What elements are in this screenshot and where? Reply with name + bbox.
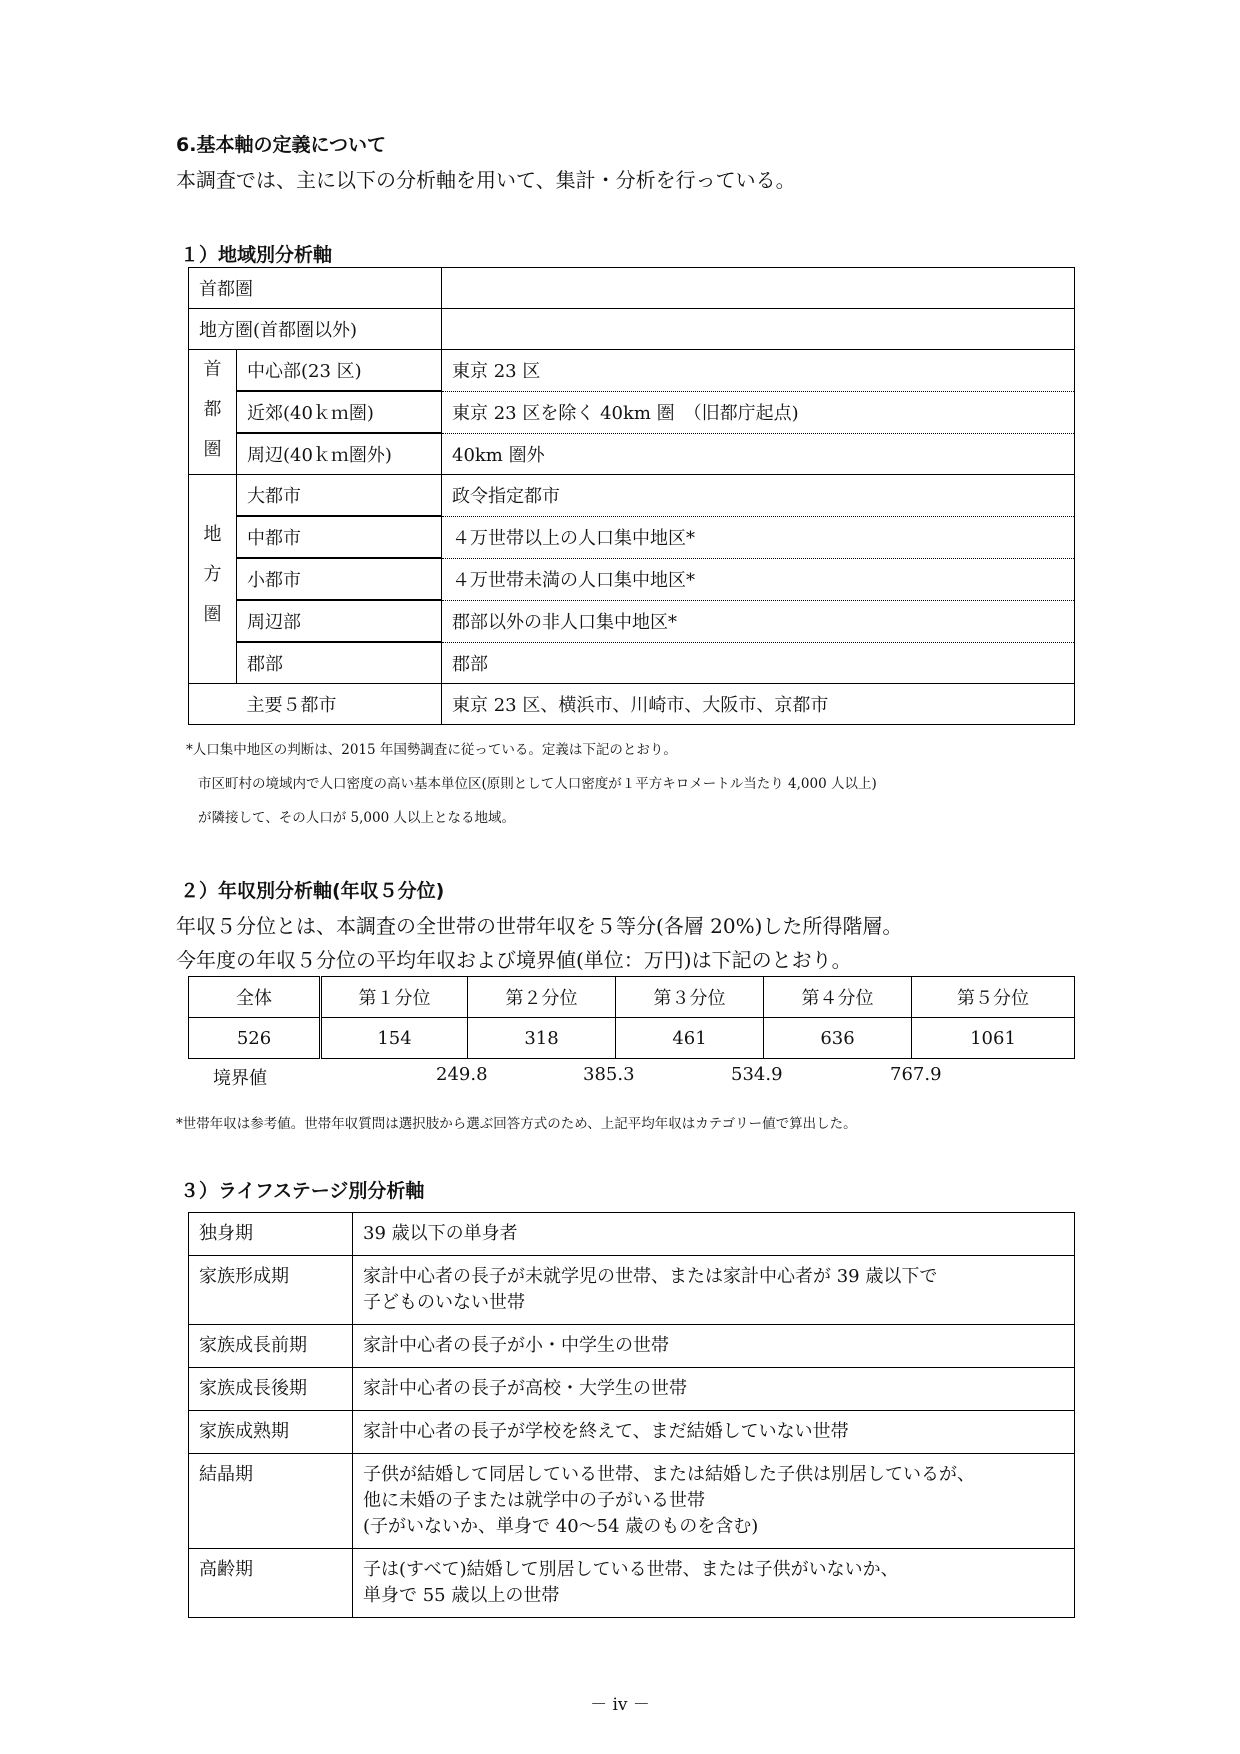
region-label: 主要５都市 [237, 684, 442, 725]
region-label: 中都市 [237, 516, 442, 558]
region-label: 地方圏(首都圏以外) [189, 309, 442, 350]
income-value: 318 [468, 1018, 616, 1059]
region-desc: ４万世帯以上の人口集中地区* [442, 516, 1075, 558]
income-text: 今年度の年収５分位の平均年収および境界値(単位：万円)は下記のとおり。 [176, 948, 852, 972]
group-char: 圏 [203, 604, 222, 625]
life-desc-line: 家計中心者の長子が学校を終えて、まだ結婚していない世帯 [363, 1421, 849, 1442]
page-number: － iv － [590, 1695, 650, 1715]
capital-group-cell [189, 350, 237, 475]
boundary-value: 385.3 [583, 1064, 635, 1085]
boundary-value: 767.9 [890, 1064, 942, 1085]
table-row [189, 1256, 1075, 1325]
income-header: 第４分位 [764, 977, 912, 1018]
life-desc-line: 子は(すべて)結婚して別居している世帯、または子供がいないか、 [363, 1559, 899, 1580]
table-row [189, 600, 1075, 642]
region-label: 近郊(40ｋｍ圏) [237, 391, 442, 433]
life-desc [353, 1454, 1075, 1549]
region-label: 郡部 [237, 642, 442, 684]
local-group-cell [189, 475, 237, 684]
table-header-row [189, 977, 1075, 1018]
life-label: 結晶期 [189, 1454, 353, 1549]
life-desc [353, 1213, 1075, 1256]
group-char: 首 [203, 359, 222, 380]
life-desc-line: 家計中心者の長子が未就学児の世帯、または家計中心者が 39 歳以下で [363, 1266, 938, 1287]
boundary-value: 534.9 [731, 1064, 783, 1085]
section-title: 6.基本軸の定義について [176, 134, 387, 156]
boundary-label: 境界値 [213, 1068, 267, 1089]
region-note: *人口集中地区の判断は、2015 年国勢調査に従っている。定義は下記のとおり。 [186, 742, 677, 758]
region-note: が隣接して、その人口が 5,000 人以上となる地域。 [198, 810, 515, 826]
region-table [188, 267, 1075, 725]
life-desc-line: (子がいないか、単身で 40～54 歳のものを含む) [363, 1516, 759, 1537]
region-note: 市区町村の境域内で人口密度の高い基本単位区(原則として人口密度が１平方キロメートル当たり 4,000 人以上) [198, 776, 877, 792]
life-desc-line: 子どものいない世帯 [363, 1292, 525, 1313]
life-label: 高齢期 [189, 1549, 353, 1618]
region-desc: 郡部以外の非人口集中地区* [442, 600, 1075, 642]
region-label: 周辺部 [237, 600, 442, 642]
income-value: 154 [321, 1018, 468, 1059]
life-label: 家族形成期 [189, 1256, 353, 1325]
group-char: 圏 [203, 439, 222, 460]
table-row [189, 642, 1075, 684]
region-desc: 東京 23 区、横浜市、川崎市、大阪市、京都市 [442, 684, 1075, 725]
life-desc-line: 単身で 55 歳以上の世帯 [363, 1585, 560, 1606]
life-desc-line: 他に未婚の子または就学中の子がいる世帯 [363, 1490, 705, 1511]
region-label: 大都市 [237, 475, 442, 517]
life-desc-line: 家計中心者の長子が高校・大学生の世帯 [363, 1378, 687, 1399]
boundary-value: 249.8 [436, 1064, 488, 1085]
group-char: 方 [203, 564, 222, 585]
income-value: 526 [189, 1018, 321, 1059]
table-row [189, 309, 1075, 350]
table-row [189, 1549, 1075, 1618]
region-desc: 40km 圏外 [442, 433, 1075, 475]
life-desc [353, 1325, 1075, 1368]
group-char [189, 475, 236, 515]
life-heading: ３）ライフステージ別分析軸 [180, 1180, 425, 1202]
table-row [189, 516, 1075, 558]
group-char: 都 [203, 399, 222, 420]
income-note: *世帯年収は参考値。世帯年収質問は選択肢から選ぶ回答方式のため、上記平均年収はカテゴリー値で算出した。 [176, 1116, 857, 1132]
life-desc-line: 39 歳以下の単身者 [363, 1223, 518, 1244]
region-desc [442, 309, 1075, 350]
table-row [189, 1018, 1075, 1059]
income-header: 第３分位 [616, 977, 764, 1018]
table-row [189, 350, 1075, 392]
region-label: 中心部(23 区) [237, 350, 442, 392]
life-label: 家族成長前期 [189, 1325, 353, 1368]
region-desc: 政令指定都市 [442, 475, 1075, 517]
table-row [189, 1411, 1075, 1454]
income-text: 年収５分位とは、本調査の全世帯の世帯年収を５等分(各層 20%)した所得階層。 [176, 914, 903, 938]
group-char: 地 [203, 524, 222, 545]
region-desc [442, 268, 1075, 309]
table-row [189, 1454, 1075, 1549]
region-label: 首都圏 [189, 268, 442, 309]
life-desc-line: 家計中心者の長子が小・中学生の世帯 [363, 1335, 669, 1356]
income-value: 1061 [912, 1018, 1075, 1059]
life-label: 家族成熟期 [189, 1411, 353, 1454]
table-row [189, 1368, 1075, 1411]
region-desc: 東京 23 区を除く 40km 圏 （旧都庁起点) [442, 391, 1075, 433]
table-row [189, 1213, 1075, 1256]
income-value: 461 [616, 1018, 764, 1059]
table-row [189, 433, 1075, 475]
income-header: 第５分位 [912, 977, 1075, 1018]
region-desc: 東京 23 区 [442, 350, 1075, 392]
table-row [189, 558, 1075, 600]
life-desc [353, 1549, 1075, 1618]
life-table [188, 1212, 1075, 1618]
major-spacer [189, 684, 237, 725]
region-heading: １）地域別分析軸 [180, 244, 333, 266]
income-table [188, 976, 1075, 1059]
life-label: 独身期 [189, 1213, 353, 1256]
region-desc: 郡部 [442, 642, 1075, 684]
table-row [189, 1325, 1075, 1368]
income-header: 第２分位 [468, 977, 616, 1018]
income-header: 全体 [189, 977, 321, 1018]
table-row [189, 475, 1075, 517]
life-desc [353, 1256, 1075, 1325]
life-desc [353, 1368, 1075, 1411]
intro-text: 本調査では、主に以下の分析軸を用いて、集計・分析を行っている。 [176, 168, 796, 192]
table-row [189, 391, 1075, 433]
life-desc-line: 子供が結婚して同居している世帯、または結婚した子供は別居しているが、 [363, 1464, 975, 1485]
table-row [189, 268, 1075, 309]
region-label: 周辺(40ｋｍ圏外) [237, 433, 442, 475]
income-heading: ２）年収別分析軸(年収５分位) [180, 880, 445, 902]
region-desc: ４万世帯未満の人口集中地区* [442, 558, 1075, 600]
income-header: 第１分位 [321, 977, 468, 1018]
life-desc [353, 1411, 1075, 1454]
income-value: 636 [764, 1018, 912, 1059]
life-label: 家族成長後期 [189, 1368, 353, 1411]
region-label: 小都市 [237, 558, 442, 600]
table-row [189, 684, 1075, 725]
